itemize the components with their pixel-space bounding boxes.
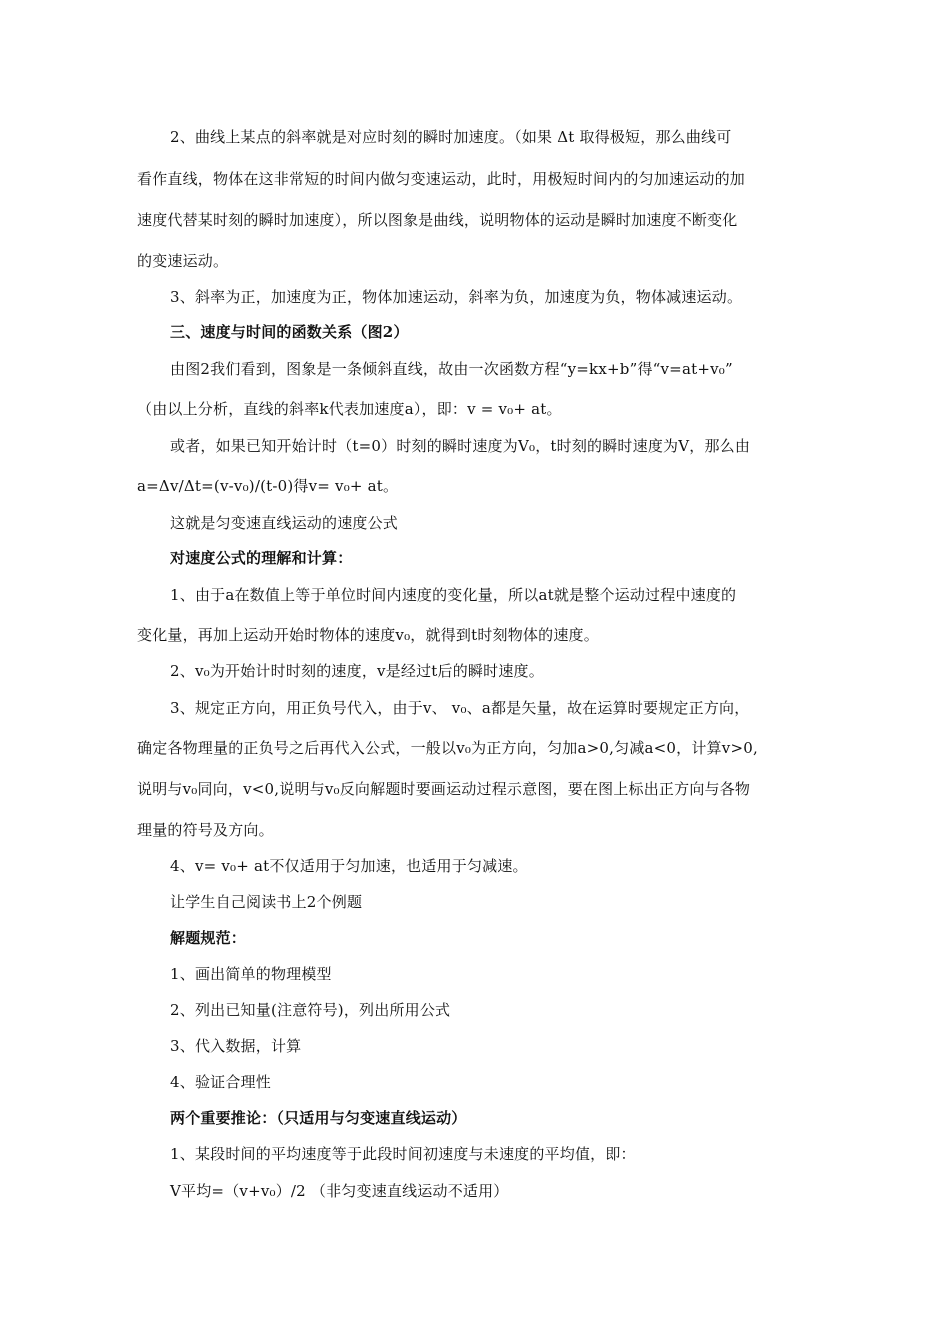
list-item: 4、验证合理性 (170, 1073, 271, 1091)
formula-line: V平均=（v+v₀）/2 （非匀变速直线运动不适用） (170, 1182, 509, 1200)
list-item: 2、列出已知量(注意符号)，列出所用公式 (170, 1001, 451, 1019)
paragraph-line: 或者，如果已知开始计时（t=0）时刻的瞬时速度为V₀，t时刻的瞬时速度为V，那么由 (170, 437, 751, 455)
paragraph-line: 确定各物理量的正负号之后再代入公式，一般以v₀为正方向，匀加a>0,匀减a<0，计算v>0, (137, 739, 758, 757)
paragraph-line: （由以上分析，直线的斜率k代表加速度a），即：v = v₀+ at。 (137, 400, 562, 418)
paragraph-line: 看作直线，物体在这非常短的时间内做匀变速运动，此时，用极短时间内的匀加速运动的加 (137, 170, 746, 188)
paragraph-line: 由图2我们看到，图象是一条倾斜直线，故由一次函数方程“y=kx+b”得“v=at+v₀” (170, 360, 733, 378)
paragraph-line: 2、v₀为开始计时时刻的速度，v是经过t后的瞬时速度。 (170, 662, 544, 680)
paragraph-line: 1、由于a在数值上等于单位时间内速度的变化量，所以at就是整个运动过程中速度的 (170, 586, 737, 604)
paragraph-line: 3、斜率为正，加速度为正，物体加速运动，斜率为负，加速度为负，物体减速运动。 (170, 288, 743, 306)
paragraph-line: a=Δv/Δt=(v-v₀)/(t-0)得v= v₀+ at。 (137, 477, 399, 495)
section-heading: 对速度公式的理解和计算： (170, 549, 353, 567)
section-heading: 三、速度与时间的函数关系（图2） (170, 323, 409, 341)
paragraph-line: 这就是匀变速直线运动的速度公式 (170, 514, 399, 532)
list-item: 3、代入数据，计算 (170, 1037, 302, 1055)
paragraph-line: 说明与v₀同向，v<0,说明与v₀反向解题时要画运动过程示意图，要在图上标出正方向与各物 (137, 780, 751, 798)
paragraph-line: 理量的符号及方向。 (137, 821, 274, 839)
paragraph-line: 3、规定正方向，用正负号代入，由于v、 v₀、a都是矢量，故在运算时要规定正方向， (170, 699, 750, 717)
paragraph-line: 变化量，再加上运动开始时物体的速度v₀，就得到t时刻物体的速度。 (137, 626, 599, 644)
section-heading: 解题规范： (170, 929, 247, 947)
paragraph-line: 让学生自己阅读书上2个例题 (170, 893, 363, 911)
paragraph-line: 速度代替某时刻的瞬时加速度），所以图象是曲线，说明物体的运动是瞬时加速度不断变化 (137, 211, 738, 229)
section-heading: 两个重要推论：（只适用与匀变速直线运动） (170, 1109, 467, 1127)
paragraph-line: 的变速运动。 (137, 252, 229, 270)
list-item: 1、画出简单的物理模型 (170, 965, 332, 983)
paragraph-line: 1、某段时间的平均速度等于此段时间初速度与未速度的平均值，即： (170, 1145, 636, 1163)
paragraph-line: 2、曲线上某点的斜率就是对应时刻的瞬时加速度。（如果 Δt 取得极短，那么曲线可 (170, 128, 732, 146)
paragraph-line: 4、v= v₀+ at不仅适用于匀加速，也适用于匀减速。 (170, 857, 528, 875)
